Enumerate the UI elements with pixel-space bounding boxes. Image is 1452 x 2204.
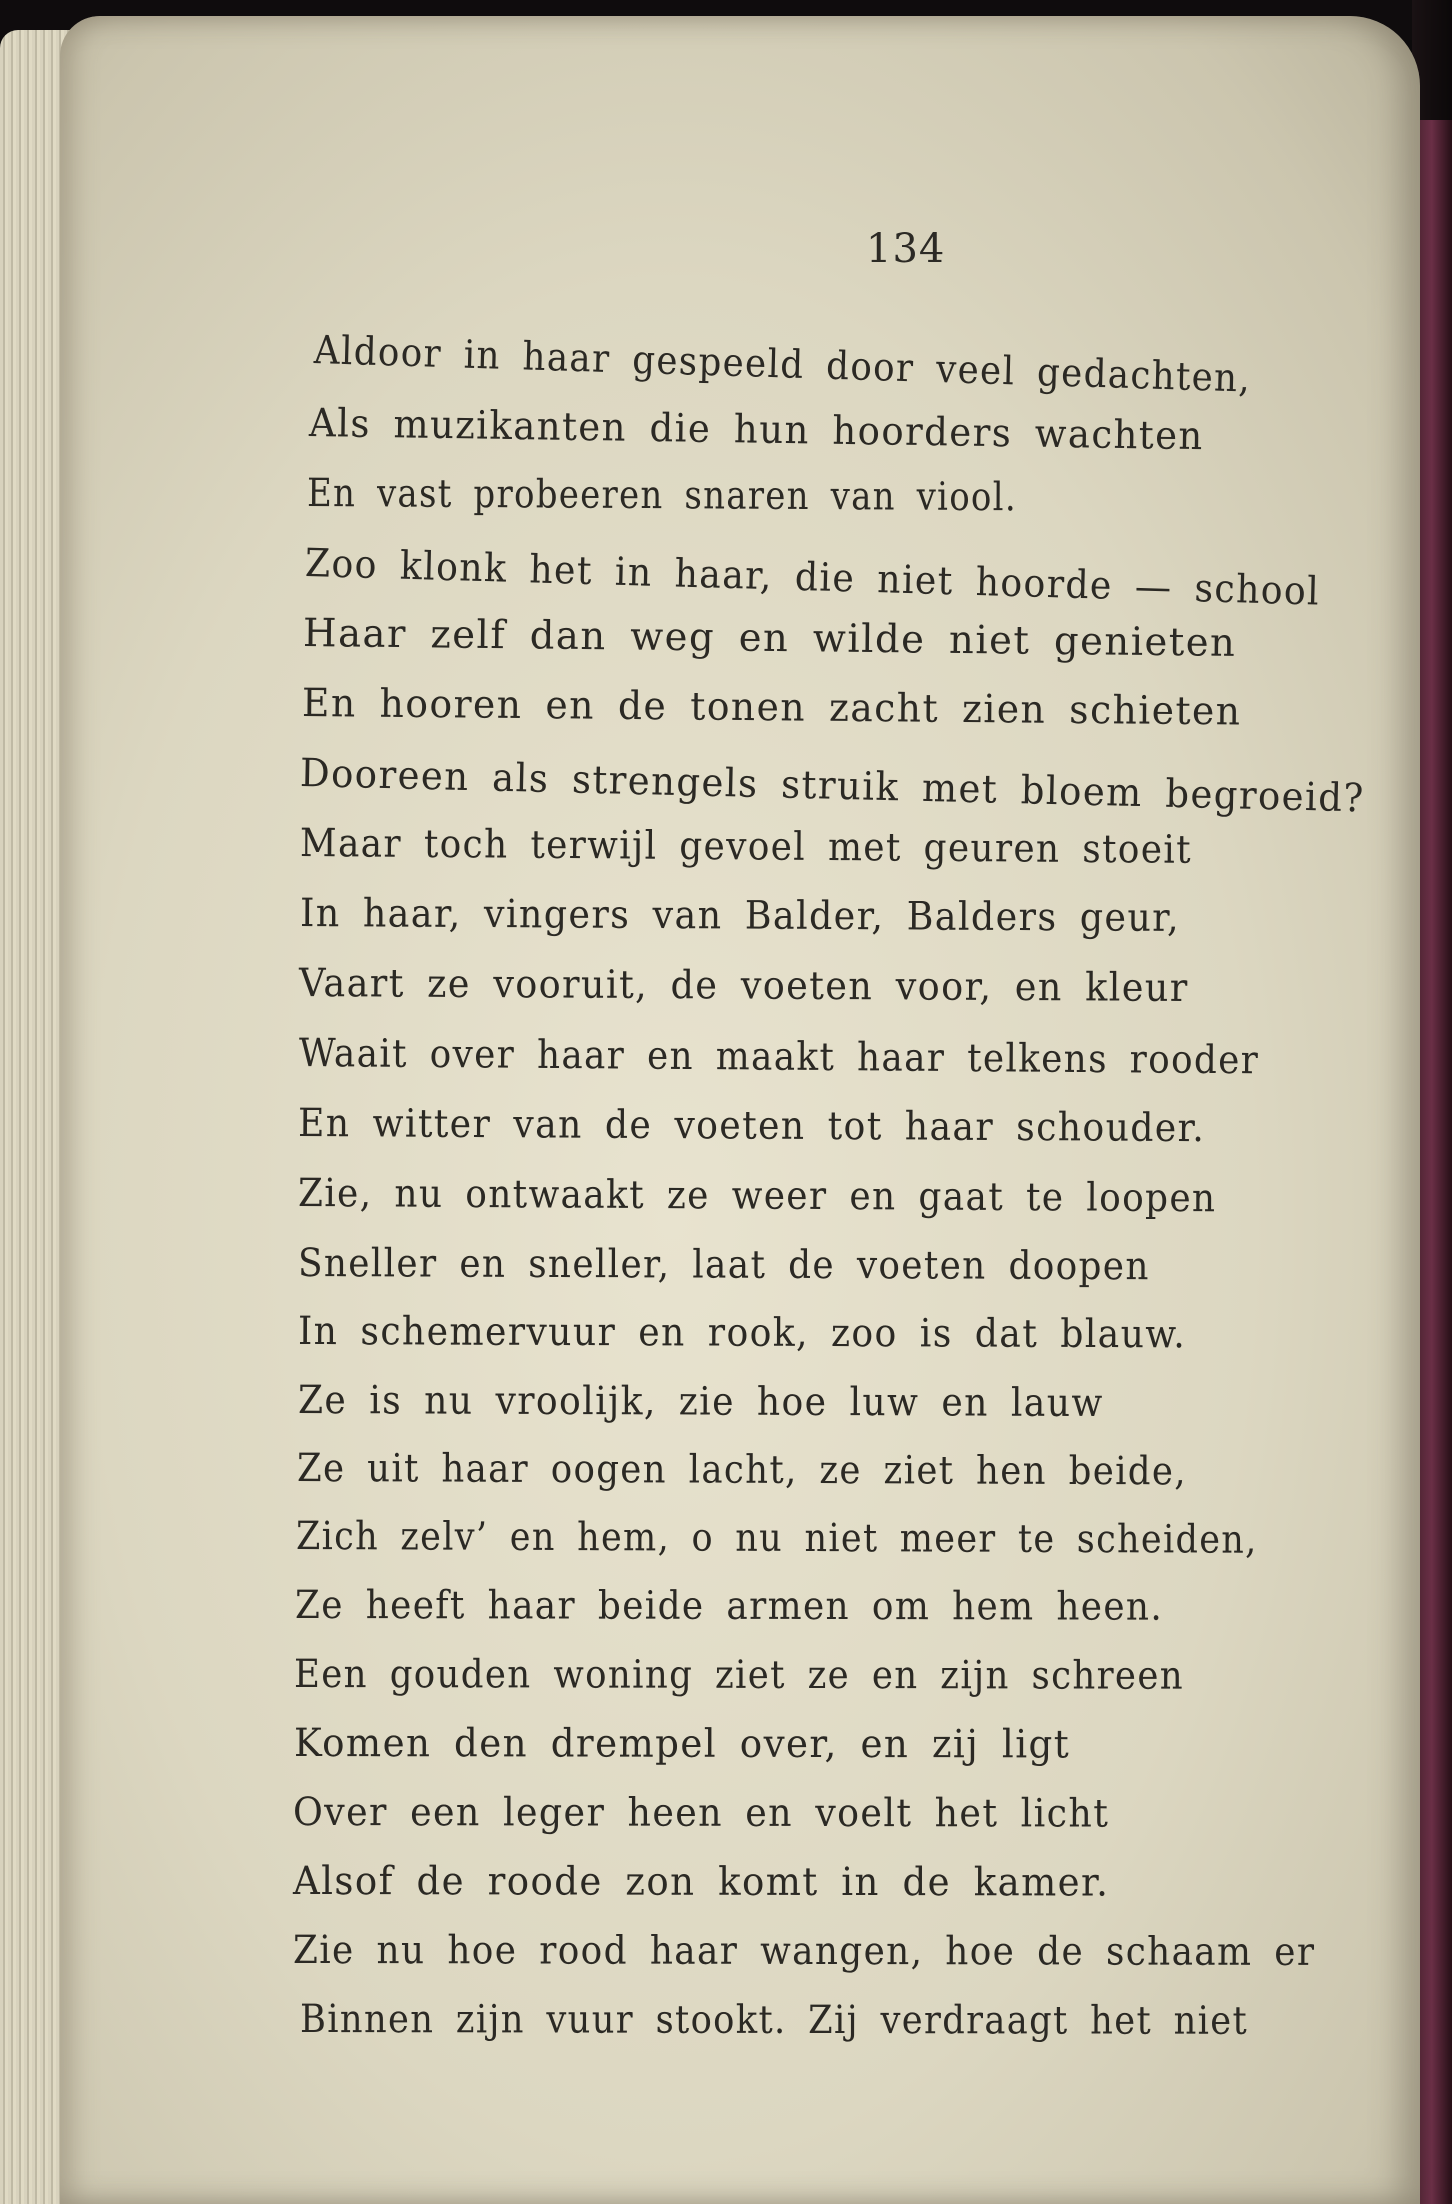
poem-line: Haar zelf dan weg en wilde niet genieten — [302, 611, 1237, 666]
poem-line: Aldoor in haar gespeeld door veel gedachten, — [313, 328, 1252, 402]
poem-line: In haar, vingers van Balder, Balders geur, — [299, 891, 1181, 941]
poem-line: Dooreen als strengels struik met bloem begroeid? — [299, 751, 1366, 822]
poem-line: Over een leger heen en voelt het licht — [292, 1790, 1110, 1837]
poem-line: Ze uit haar oogen lacht, ze ziet hen beide, — [296, 1446, 1187, 1495]
book-page — [60, 16, 1420, 2204]
poem-line: Zich zelv’ en hem, o nu niet meer te scheiden, — [295, 1514, 1258, 1563]
poem-line: Vaart ze vooruit, de voeten voor, en kleur — [298, 961, 1189, 1011]
poem-line: Een gouden woning ziet ze en zijn schreen — [293, 1652, 1185, 1699]
poem-line: Komen den drempel over, en zij ligt — [293, 1721, 1071, 1768]
poem-line: Maar toch terwijl gevoel met geuren stoeit — [299, 821, 1193, 873]
poem-line: En witter van de voeten tot haar schouder. — [297, 1101, 1206, 1152]
poem-line: Zoo klonk het in haar, die niet hoorde — school — [304, 541, 1321, 615]
poem-line: In schemervuur en rook, zoo is dat blauw. — [297, 1309, 1187, 1358]
page-number: 134 — [866, 226, 946, 272]
poem-line: Zie nu hoe rood haar wangen, hoe de schaam er — [292, 1928, 1316, 1975]
poem-line: Zie, nu ontwaakt ze weer en gaat te loopen — [297, 1171, 1217, 1222]
poem-line: En hooren en de tonen zacht zien schieten — [301, 681, 1242, 735]
poem-line: Alsof de roode zon komt in de kamer. — [292, 1859, 1110, 1906]
poem-line: Als muzikanten die hun hoorders wachten — [308, 401, 1205, 460]
poem-line: En vast probeeren snaren van viool. — [306, 471, 1018, 521]
poem-line: Ze heeft haar beide armen om hem heen. — [294, 1583, 1164, 1630]
poem-line: Sneller en sneller, laat de voeten doopen — [297, 1241, 1150, 1290]
book-cover-edge — [1418, 120, 1452, 2204]
poem-line: Ze is nu vroolijk, zie hoe luw en lauw — [297, 1378, 1104, 1427]
poem-line: Binnen zijn vuur stookt. Zij verdraagt het niet — [299, 1997, 1249, 2044]
poem-line: Waait over haar en maakt haar telkens rooder — [298, 1031, 1260, 1084]
